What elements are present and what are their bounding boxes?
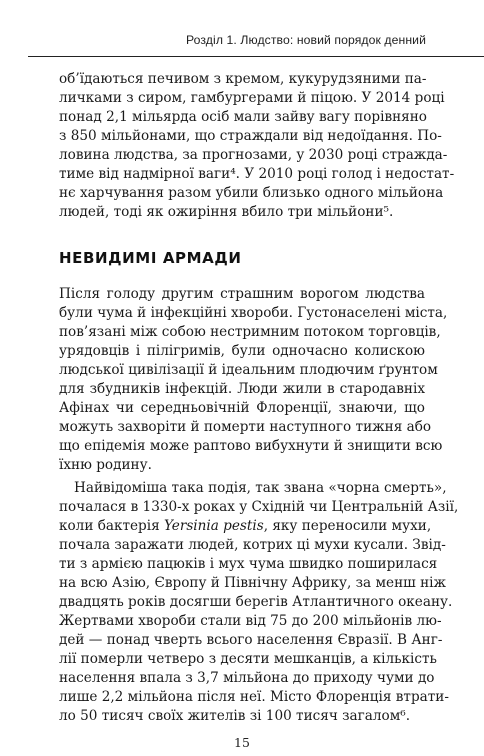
paragraph-1-line-2: личками з сиром, гамбургерами й піцою. У 2014 році	[59, 90, 445, 106]
paragraph-3-line-6: на всю Азію, Європу й Північну Африку, за менш ніж	[59, 575, 446, 591]
paragraph-2-line-7: Афінах чи середньовічній Флоренції, знаючи, що	[59, 400, 425, 416]
paragraph-3-line-3	[59, 517, 432, 536]
line-3-text-start: коли бактерія	[59, 518, 164, 534]
paragraph-3-line-2: почалася в 1330-х роках у Східній чи Центральній Азії,	[59, 499, 459, 515]
paragraph-3-line-11: населення впала з 3,7 мільйона до приходу чуми до	[59, 670, 435, 686]
paragraph-1-line-8: людей, тоді як ожиріння вбило три мільйони⁵.	[59, 204, 394, 220]
paragraph-2-line-1: Після голоду другим страшним ворогом людства	[59, 286, 425, 302]
paragraph-3-line-8: Жертвами хвороби стали від 75 до 200 мільйонів лю-	[59, 613, 442, 629]
section-heading: НЕВИДИМІ АРМАДИ	[59, 249, 242, 267]
paragraph-1-line-3: понад 2,1 мільярда осіб мали зайву вагу порівняно	[59, 109, 427, 125]
paragraph-2-line-5: людської цивілізації й ідеальним плодючим ґрунтом	[59, 362, 438, 378]
paragraph-1-line-7: нє харчування разом убили близько одного мільйона	[59, 185, 444, 201]
paragraph-3-line-12: лише 2,2 мільйона після неї. Місто Флоренція втрати-	[59, 689, 449, 705]
running-header: Розділ 1. Людство: новий порядок денний	[185, 33, 426, 47]
line-3-text-end: , яку переносили мухи,	[263, 518, 432, 534]
species-name: Yersinia pestis	[164, 518, 264, 534]
paragraph-3-line-1: Найвідоміша така подія, так звана «чорна смерть»,	[74, 480, 447, 496]
paragraph-2-line-6: для збудників інфекцій. Люди жили в стародавніх	[59, 381, 425, 397]
paragraph-2-line-4: урядовців і пілігримів, були одночасно колискою	[59, 343, 425, 359]
paragraph-3-line-7: двадцять років досягши берегів Атлантичного океану.	[59, 594, 453, 610]
page-number: 15	[234, 735, 250, 750]
paragraph-3-line-5: ти з армією пацюків і мух чума швидко поширилася	[59, 556, 438, 572]
paragraph-1-line-6: тиме від надмірної ваги⁴. У 2010 році голод і недостат-	[59, 166, 455, 182]
paragraph-2-line-3: пов’язані між собою нестримним потоком торговців,	[59, 324, 441, 340]
paragraph-3-line-10: лії померли четверо з десяти мешканців, а кількість	[59, 651, 437, 667]
paragraph-2-line-10: їхню родину.	[59, 457, 152, 473]
paragraph-1-line-4: з 850 мільйонами, що страждали від недоїдання. По-	[59, 128, 442, 144]
paragraph-2-line-9: що епідемія може раптово вибухнути й знищити всю	[59, 438, 443, 454]
paragraph-3-line-4: почала заражати людей, котрих ці мухи кусали. Звід-	[59, 537, 446, 553]
paragraph-2-line-8: можуть захворіти й померти наступного тижня або	[59, 419, 432, 435]
paragraph-1-line-5: ловина людства, за прогнозами, у 2030 році стражда-	[59, 147, 448, 163]
header-rule	[28, 56, 484, 57]
paragraph-2-line-2: були чума й інфекційні хвороби. Густонаселені міста,	[59, 305, 448, 321]
paragraph-3-line-9: дей — понад чверть всього населення Євразії. В Анг-	[59, 632, 443, 648]
paragraph-1-line-1: об’їдаються печивом з кремом, кукурудзяними па-	[59, 71, 427, 87]
paragraph-3-line-13: ло 50 тисяч своїх жителів зі 100 тисяч загалом⁶.	[59, 708, 411, 724]
